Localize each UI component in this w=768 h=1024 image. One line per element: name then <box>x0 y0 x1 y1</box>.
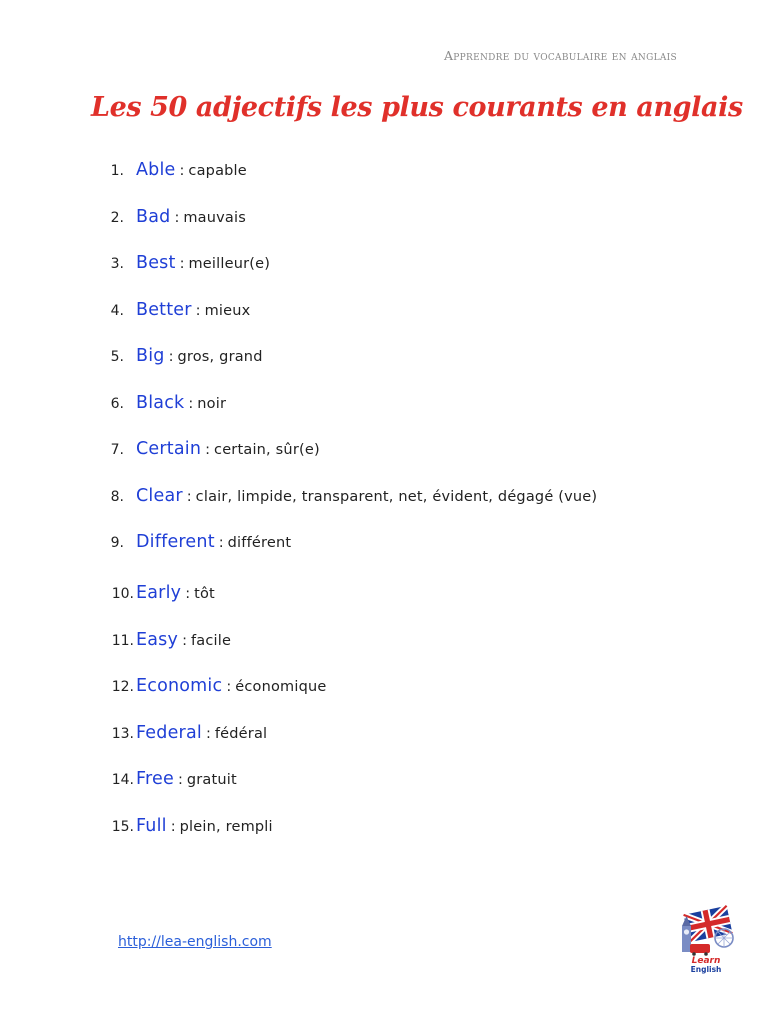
french-translation: mauvais <box>183 210 246 226</box>
english-word: Full <box>136 816 167 836</box>
separator: : <box>177 772 183 788</box>
english-word: Clear <box>136 486 183 506</box>
list-item <box>0 207 246 227</box>
list-item <box>0 583 215 603</box>
english-word: Big <box>136 346 165 366</box>
english-word: Better <box>136 300 192 320</box>
french-translation: gros, grand <box>177 349 263 365</box>
french-translation: plein, rempli <box>179 819 273 835</box>
item-number: 2. <box>110 210 124 226</box>
separator: : <box>182 633 187 649</box>
item-number: 15. <box>111 819 134 835</box>
english-word: Economic <box>136 676 223 696</box>
english-word: Best <box>136 253 176 273</box>
item-number: 13. <box>111 726 134 742</box>
list-item <box>0 253 270 273</box>
list-item <box>0 769 237 789</box>
page-title: Les 50 adjectifs les plus courants en anglais <box>91 92 743 123</box>
union-jack-london-icon <box>668 904 748 974</box>
item-number: 6. <box>110 396 124 412</box>
item-number: 5. <box>110 349 124 365</box>
item-number: 8. <box>110 489 124 505</box>
separator: : <box>179 256 185 272</box>
english-word: Able <box>136 160 176 180</box>
item-number: 4. <box>110 303 124 319</box>
french-translation: fédéral <box>214 726 268 742</box>
french-translation: facile <box>190 633 232 649</box>
running-header: Apprendre du vocabulaire en anglais <box>443 48 677 63</box>
list-item <box>0 816 273 836</box>
item-number: 1. <box>110 163 124 179</box>
french-translation: économique <box>235 679 327 695</box>
separator: : <box>188 396 194 412</box>
list-item <box>0 393 226 413</box>
separator: : <box>205 726 211 742</box>
separator: : <box>186 489 192 505</box>
english-word: Easy <box>136 630 179 650</box>
french-translation: tôt <box>194 586 215 602</box>
item-number: 12. <box>111 679 134 695</box>
list-item <box>0 486 597 506</box>
list-item <box>0 300 250 320</box>
english-word: Bad <box>136 207 171 227</box>
separator: : <box>185 586 191 602</box>
english-word: Different <box>136 532 215 552</box>
item-number: 7. <box>110 442 124 458</box>
item-number: 9. <box>110 535 124 551</box>
french-translation: mieux <box>204 303 251 319</box>
french-translation: clair, limpide, transparent, net, évident, dégagé (vue) <box>195 489 598 505</box>
svg-text:English: English <box>690 965 722 974</box>
list-item <box>0 346 263 366</box>
website-link[interactable]: http://lea-english.com <box>118 934 272 950</box>
separator: : <box>179 163 185 179</box>
separator: : <box>168 349 174 365</box>
french-translation: capable <box>188 163 247 179</box>
list-item <box>0 723 267 743</box>
separator: : <box>226 679 232 695</box>
separator: : <box>174 210 180 226</box>
separator: : <box>170 819 176 835</box>
french-translation: gratuit <box>186 772 237 788</box>
list-item <box>0 439 320 459</box>
french-translation: noir <box>197 396 227 412</box>
list-item <box>0 630 231 650</box>
item-number: 14. <box>111 772 134 788</box>
english-word: Federal <box>136 723 202 743</box>
separator: : <box>205 442 211 458</box>
separator: : <box>195 303 201 319</box>
english-word: Free <box>136 769 174 789</box>
item-number: 10. <box>111 586 134 602</box>
separator: : <box>218 535 224 551</box>
item-number: 11. <box>111 633 134 649</box>
english-word: Black <box>136 393 185 413</box>
english-word: Early <box>136 583 182 603</box>
learn-english-logo <box>668 904 748 974</box>
french-translation: meilleur(e) <box>188 256 271 272</box>
french-translation: certain, sûr(e) <box>214 442 320 458</box>
french-translation: différent <box>227 535 292 551</box>
svg-text:Learn: Learn <box>691 956 721 966</box>
list-item <box>0 160 247 180</box>
english-word: Certain <box>136 439 202 459</box>
list-item <box>0 676 327 696</box>
item-number: 3. <box>110 256 124 272</box>
list-item <box>0 532 291 552</box>
